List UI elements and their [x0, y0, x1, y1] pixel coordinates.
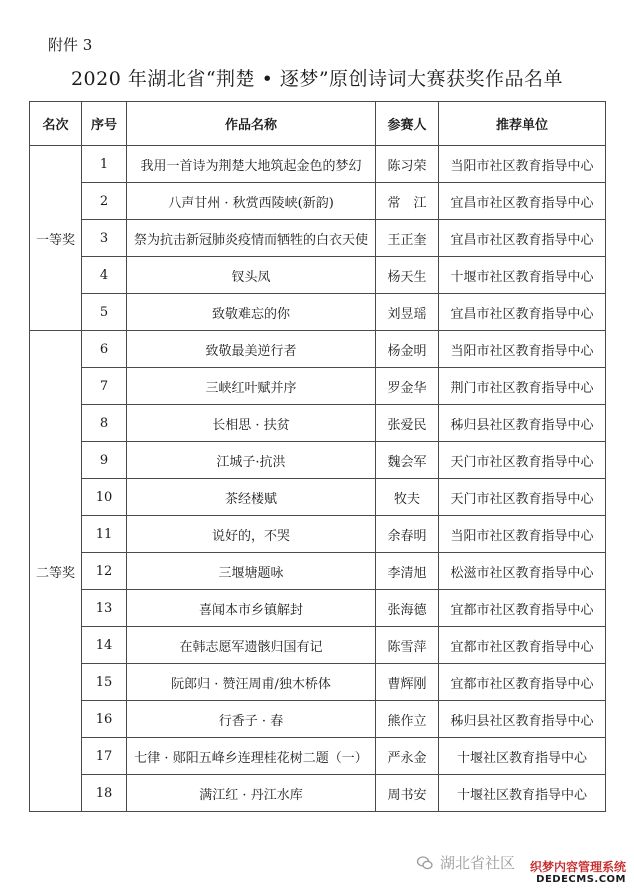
table-header-row — [30, 102, 606, 146]
number-cell: 17 — [82, 738, 127, 775]
author-cell: 熊作立 — [376, 701, 439, 738]
author-cell: 常 江 — [376, 183, 439, 220]
table-row — [30, 442, 606, 479]
number-cell: 5 — [82, 294, 127, 331]
unit-cell: 宜都市社区教育指导中心 — [439, 627, 606, 664]
table-row — [30, 627, 606, 664]
author-cell: 杨金明 — [376, 331, 439, 368]
number-cell: 13 — [82, 590, 127, 627]
work-title-cell: 我用一首诗为荆楚大地筑起金色的梦幻 — [127, 146, 376, 183]
work-title-cell: 钗头凤 — [127, 257, 376, 294]
attachment-label: 附件 3 — [48, 36, 93, 54]
table-row — [30, 775, 606, 812]
number-cell: 4 — [82, 257, 127, 294]
work-title-cell: 茶经楼赋 — [127, 479, 376, 516]
table-row — [30, 257, 606, 294]
author-cell: 杨天生 — [376, 257, 439, 294]
author-cell: 牧夫 — [376, 479, 439, 516]
number-cell: 7 — [82, 368, 127, 405]
author-cell: 曹辉刚 — [376, 664, 439, 701]
rank-cell: 二等奖 — [30, 331, 82, 812]
table-row — [30, 553, 606, 590]
wechat-icon — [416, 854, 434, 872]
table-row — [30, 368, 606, 405]
unit-cell: 秭归县社区教育指导中心 — [439, 701, 606, 738]
work-title-cell: 三峡红叶赋并序 — [127, 368, 376, 405]
work-title-cell: 八声甘州 · 秋赏西陵峡(新韵) — [127, 183, 376, 220]
table-row — [30, 701, 606, 738]
author-cell: 李清旭 — [376, 553, 439, 590]
unit-cell: 宜昌市社区教育指导中心 — [439, 183, 606, 220]
table-row — [30, 738, 606, 775]
author-cell: 刘昱瑶 — [376, 294, 439, 331]
number-cell: 6 — [82, 331, 127, 368]
author-cell: 余春明 — [376, 516, 439, 553]
work-title-cell: 在韩志愿军遗骸归国有记 — [127, 627, 376, 664]
unit-cell: 宜昌市社区教育指导中心 — [439, 220, 606, 257]
work-title-cell: 行香子 · 春 — [127, 701, 376, 738]
unit-cell: 宜昌市社区教育指导中心 — [439, 294, 606, 331]
author-cell: 周书安 — [376, 775, 439, 812]
unit-cell: 当阳市社区教育指导中心 — [439, 331, 606, 368]
number-cell: 1 — [82, 146, 127, 183]
stamp-line-2: DEDECMS.COM — [536, 874, 626, 885]
unit-cell: 宜都市社区教育指导中心 — [439, 590, 606, 627]
awards-table — [29, 101, 606, 812]
table-row — [30, 664, 606, 701]
number-cell: 3 — [82, 220, 127, 257]
number-cell: 15 — [82, 664, 127, 701]
unit-cell: 十堰社区教育指导中心 — [439, 775, 606, 812]
author-cell: 陈雪萍 — [376, 627, 439, 664]
work-title-cell: 满江红 · 丹江水库 — [127, 775, 376, 812]
unit-cell: 宜都市社区教育指导中心 — [439, 664, 606, 701]
unit-cell: 当阳市社区教育指导中心 — [439, 516, 606, 553]
table-row — [30, 146, 606, 183]
number-cell: 18 — [82, 775, 127, 812]
number-cell: 2 — [82, 183, 127, 220]
work-title-cell: 祭为抗击新冠肺炎疫情而牺牲的白衣天使 — [127, 220, 376, 257]
unit-cell: 天门市社区教育指导中心 — [439, 479, 606, 516]
page-title: 2020 年湖北省“荆楚 • 逐梦”原创诗词大赛获奖作品名单 — [70, 68, 564, 90]
author-cell: 魏会军 — [376, 442, 439, 479]
author-cell: 罗金华 — [376, 368, 439, 405]
author-cell: 王正奎 — [376, 220, 439, 257]
table-row — [30, 405, 606, 442]
unit-cell: 十堰社区教育指导中心 — [439, 738, 606, 775]
work-title-cell: 喜闻本市乡镇解封 — [127, 590, 376, 627]
number-cell: 9 — [82, 442, 127, 479]
author-cell: 张海德 — [376, 590, 439, 627]
work-title-cell: 致敬最美逆行者 — [127, 331, 376, 368]
watermark — [416, 852, 515, 873]
work-title-cell: 江城子·抗洪 — [127, 442, 376, 479]
header-number: 序号 — [82, 102, 127, 146]
header-rank: 名次 — [30, 102, 82, 146]
work-title-cell: 七律 · 郧阳五峰乡连理桂花树二题（一） — [127, 738, 376, 775]
stamp-line-1: 织梦内容管理系统 — [529, 860, 626, 874]
number-cell: 11 — [82, 516, 127, 553]
unit-cell: 松滋市社区教育指导中心 — [439, 553, 606, 590]
unit-cell: 天门市社区教育指导中心 — [439, 442, 606, 479]
unit-cell: 秭归县社区教育指导中心 — [439, 405, 606, 442]
author-cell: 陈习荣 — [376, 146, 439, 183]
unit-cell: 荆门市社区教育指导中心 — [439, 368, 606, 405]
header-unit: 推荐单位 — [439, 102, 606, 146]
table-row — [30, 516, 606, 553]
work-title-cell: 说好的，不哭 — [127, 516, 376, 553]
table-row — [30, 331, 606, 368]
table-row — [30, 479, 606, 516]
unit-cell: 十堰市社区教育指导中心 — [439, 257, 606, 294]
table-row — [30, 220, 606, 257]
watermark-text: 湖北省社区 — [440, 854, 516, 872]
site-stamp — [518, 858, 626, 888]
header-author: 参赛人 — [376, 102, 439, 146]
work-title-cell: 阮郎归 · 赞汪周甫/独木桥体 — [127, 664, 376, 701]
number-cell: 14 — [82, 627, 127, 664]
table-row — [30, 590, 606, 627]
table-row — [30, 183, 606, 220]
number-cell: 10 — [82, 479, 127, 516]
number-cell: 16 — [82, 701, 127, 738]
author-cell: 张爱民 — [376, 405, 439, 442]
work-title-cell: 长相思 · 扶贫 — [127, 405, 376, 442]
table-body — [30, 146, 606, 812]
work-title-cell: 致敬难忘的你 — [127, 294, 376, 331]
number-cell: 12 — [82, 553, 127, 590]
header-work-title: 作品名称 — [127, 102, 376, 146]
work-title-cell: 三堰塘题咏 — [127, 553, 376, 590]
author-cell: 严永金 — [376, 738, 439, 775]
table-row — [30, 294, 606, 331]
number-cell: 8 — [82, 405, 127, 442]
unit-cell: 当阳市社区教育指导中心 — [439, 146, 606, 183]
rank-cell: 一等奖 — [30, 146, 82, 331]
